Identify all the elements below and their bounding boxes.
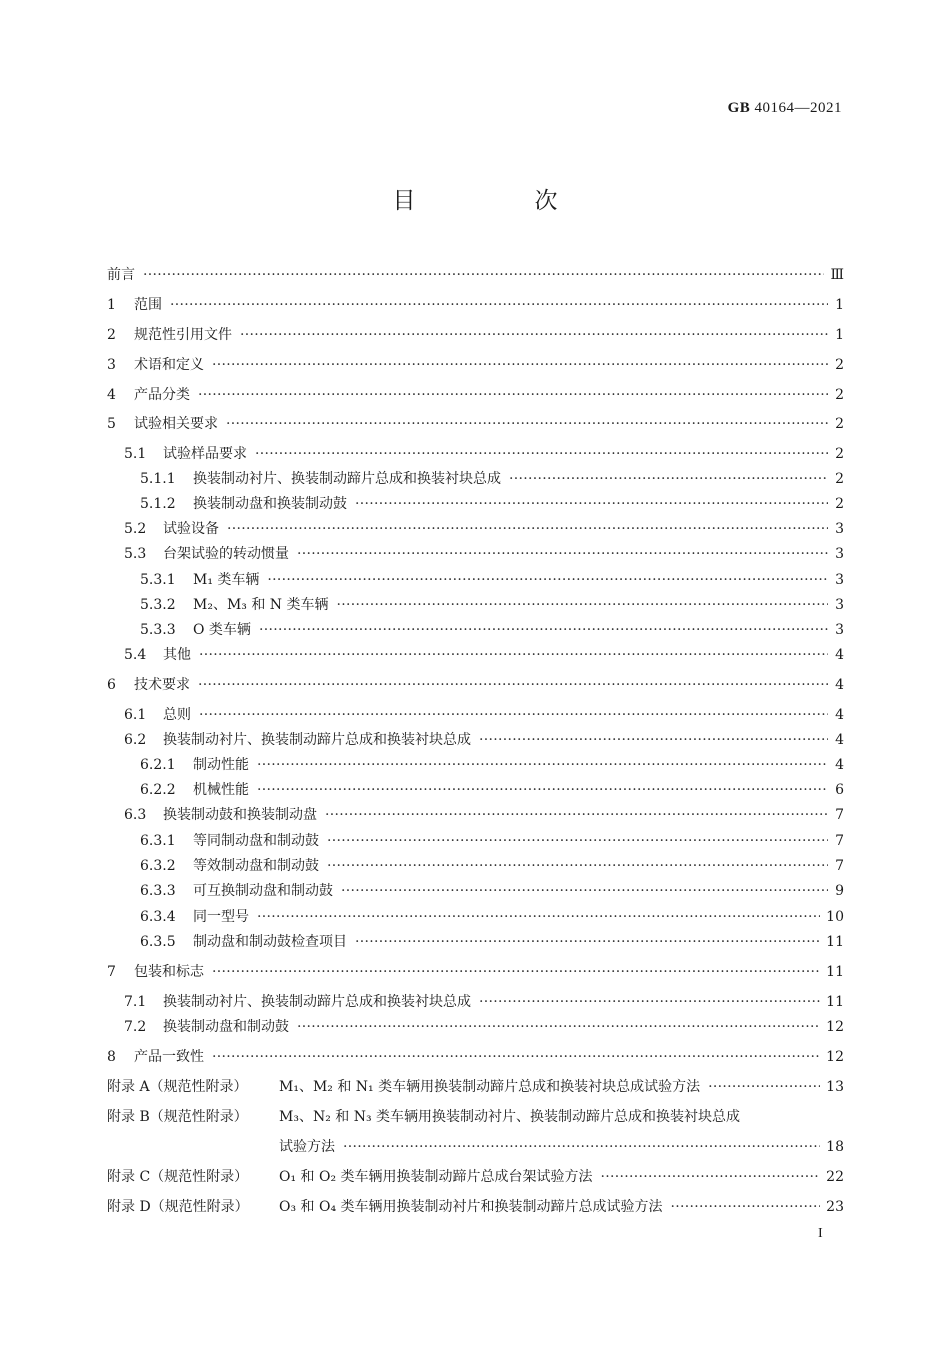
- toc-entry-number: 1: [107, 297, 116, 313]
- toc-entry-6-2[interactable]: [107, 731, 844, 749]
- toc-entry-5-1-1[interactable]: [107, 470, 844, 488]
- dot-leader: [227, 520, 828, 538]
- toc-entry-annex-c[interactable]: [107, 1168, 844, 1186]
- dot-leader: [601, 1168, 821, 1186]
- dot-leader: [267, 571, 828, 589]
- dot-leader: [199, 706, 828, 724]
- toc-entry-label: 试验样品要求: [163, 446, 247, 462]
- toc-entry-label: 换装制动鼓和换装制动盘: [163, 807, 317, 823]
- toc-entry-number: 5.3.3: [140, 622, 176, 638]
- toc-entry-number: 5: [107, 416, 116, 432]
- toc-entry-page: 7: [835, 807, 844, 823]
- toc-entry-label: 可互换制动盘和制动鼓: [193, 883, 333, 899]
- dot-leader: [297, 545, 828, 563]
- toc-entry-label: 制动盘和制动鼓检查项目: [193, 934, 347, 950]
- toc-entry-page: 10: [826, 909, 844, 925]
- toc-entry-label: 总则: [163, 707, 191, 723]
- toc-entry-annex-b-continued[interactable]: [107, 1138, 844, 1156]
- toc-entry-page: 2: [835, 471, 844, 487]
- toc-entry-page: 7: [835, 833, 844, 849]
- toc-entry-number: 4: [107, 387, 116, 403]
- dot-leader: [327, 832, 828, 850]
- toc-entry-number: 8: [107, 1049, 116, 1065]
- toc-entry-page: 6: [835, 782, 844, 798]
- toc-entry-6-3[interactable]: [107, 806, 844, 824]
- toc-entry-page: Ⅲ: [830, 267, 844, 283]
- toc-entry-label: M₁ 类车辆: [193, 572, 260, 588]
- toc-entry-annex-b[interactable]: [107, 1108, 844, 1126]
- toc-entry-6-2-2[interactable]: [107, 781, 844, 799]
- toc-entry-label: 术语和定义: [134, 357, 204, 373]
- toc-entry-page: 3: [835, 622, 844, 638]
- toc-entry-label: 产品分类: [134, 387, 190, 403]
- toc-entry-label: M₁、M₂ 和 N₁ 类车辆用换装制动蹄片总成和换装衬块总成试验方法: [279, 1079, 701, 1095]
- toc-entry-page: 4: [835, 707, 844, 723]
- toc-entry-number: 6.3.1: [140, 833, 176, 849]
- toc-entry-label: 制动性能: [193, 757, 249, 773]
- toc-entry-page: 12: [826, 1049, 844, 1065]
- toc-entry-label: O 类车辆: [193, 622, 251, 638]
- dot-leader: [341, 882, 828, 900]
- dot-leader: [212, 356, 828, 374]
- dot-leader: [257, 756, 828, 774]
- toc-entry-5-1-2[interactable]: [107, 495, 844, 513]
- toc-entry-label: 换装制动盘和换装制动鼓: [193, 496, 347, 512]
- dot-leader: [226, 415, 828, 433]
- toc-entry-label: 试验设备: [163, 521, 219, 537]
- dot-leader: [240, 326, 828, 344]
- toc-entry-label: 试验方法: [279, 1139, 335, 1155]
- standard-code-prefix: GB: [727, 100, 751, 116]
- toc-entry-label: 换装制动衬片、换装制动蹄片总成和换装衬块总成: [163, 994, 471, 1010]
- toc-entry-page: 1: [835, 327, 844, 343]
- toc-entry-number: 附录 D（规范性附录）: [107, 1199, 249, 1215]
- toc-entry-6-3-2[interactable]: [107, 857, 844, 875]
- toc-entry-page: 3: [835, 572, 844, 588]
- dot-leader: [199, 646, 828, 664]
- toc-entry-number: 5.1.1: [140, 471, 176, 487]
- toc-entry-label: 其他: [163, 647, 191, 663]
- toc-entry-page: 4: [835, 677, 844, 693]
- toc-entry-page: 9: [835, 883, 844, 899]
- toc-entry-label: 产品一致性: [134, 1049, 204, 1065]
- toc-entry-number: 6.3.5: [140, 934, 176, 950]
- toc-entry-4[interactable]: [107, 386, 844, 404]
- toc-entry-number: 2: [107, 327, 116, 343]
- toc-entry-6-1[interactable]: [107, 706, 844, 724]
- toc-entry-7-2[interactable]: [107, 1018, 844, 1036]
- toc-entry-page: 3: [835, 521, 844, 537]
- toc-entry-number: 6.2.1: [140, 757, 176, 773]
- toc-entry-label: 换装制动衬片、换装制动蹄片总成和换装衬块总成: [163, 732, 471, 748]
- toc-entry-6-3-4[interactable]: [107, 908, 844, 926]
- toc-entry-number: 附录 B（规范性附录）: [107, 1109, 248, 1125]
- toc-entry-number: 5.3: [124, 546, 147, 562]
- dot-leader: [327, 857, 828, 875]
- toc-entry-label: 等效制动盘和制动鼓: [193, 858, 319, 874]
- toc-entry-page: 2: [835, 387, 844, 403]
- toc-entry-6-3-5[interactable]: [107, 933, 844, 951]
- toc-entry-label: O₁ 和 O₂ 类车辆用换装制动蹄片总成台架试验方法: [279, 1169, 593, 1185]
- page-title: 目 次: [392, 188, 606, 214]
- toc-entry-label: 换装制动盘和制动鼓: [163, 1019, 289, 1035]
- toc-entry-page: 23: [826, 1199, 844, 1215]
- toc-entry-page: 4: [835, 757, 844, 773]
- toc-entry-page: 13: [826, 1079, 844, 1095]
- dot-leader: [355, 933, 820, 951]
- toc-entry-number: 6.1: [124, 707, 147, 723]
- toc-entry-label: 前言: [107, 267, 135, 283]
- dot-leader: [509, 470, 828, 488]
- toc-entry-number: 6.3.4: [140, 909, 176, 925]
- toc-entry-label: M₂、M₃ 和 N 类车辆: [193, 597, 329, 613]
- toc-entry-page: 3: [835, 546, 844, 562]
- toc-entry-annex-d[interactable]: [107, 1198, 844, 1216]
- toc-entry-number: 6: [107, 677, 116, 693]
- toc-entry-page: 7: [835, 858, 844, 874]
- toc-entry-page: 22: [826, 1169, 844, 1185]
- toc-entry-number: 附录 C（规范性附录）: [107, 1169, 249, 1185]
- dot-leader: [479, 731, 828, 749]
- toc-entry-5-3-3[interactable]: [107, 621, 844, 639]
- toc-entry-page: 1: [835, 297, 844, 313]
- dot-leader: [257, 781, 828, 799]
- toc-entry-label: 试验相关要求: [134, 416, 218, 432]
- toc-entry-number: 7.2: [124, 1019, 147, 1035]
- toc-entry-page: 2: [835, 357, 844, 373]
- toc-entry-label: 换装制动衬片、换装制动蹄片总成和换装衬块总成: [193, 471, 501, 487]
- dot-leader: [355, 495, 828, 513]
- dot-leader: [255, 445, 828, 463]
- toc-entry-number: 6.2: [124, 732, 147, 748]
- toc-entry-label: 同一型号: [193, 909, 249, 925]
- toc-entry-annex-a[interactable]: [107, 1078, 844, 1096]
- dot-leader: [257, 908, 820, 926]
- dot-leader: [198, 676, 828, 694]
- toc-entry-label: O₃ 和 O₄ 类车辆用换装制动衬片和换装制动蹄片总成试验方法: [279, 1199, 663, 1215]
- toc-entry-2[interactable]: [107, 326, 844, 344]
- toc-entry-number: 6.3.3: [140, 883, 176, 899]
- toc-entry-5-3-1[interactable]: [107, 571, 844, 589]
- dot-leader: [198, 386, 828, 404]
- toc-entry-page: 4: [835, 732, 844, 748]
- toc-entry-foreword[interactable]: [107, 266, 844, 284]
- toc-entry-1[interactable]: [107, 296, 844, 314]
- toc-entry-number: 6.3.2: [140, 858, 176, 874]
- toc-entry-6-2-1[interactable]: [107, 756, 844, 774]
- toc-entry-label: 台架试验的转动惯量: [163, 546, 289, 562]
- toc-entry-6-3-3[interactable]: [107, 882, 844, 900]
- toc-entry-label: 范围: [134, 297, 162, 313]
- toc-entry-number: 附录 A（规范性附录）: [107, 1079, 248, 1095]
- toc-entry-page: 18: [826, 1139, 844, 1155]
- standard-code: [728, 100, 842, 117]
- toc-entry-number: 5.1.2: [140, 496, 176, 512]
- toc-entry-number: 5.4: [124, 647, 147, 663]
- dot-leader: [143, 266, 824, 284]
- toc-entry-5-3[interactable]: [107, 545, 844, 563]
- toc-entry-8[interactable]: [107, 1048, 844, 1066]
- toc-entry-label: M₃、N₂ 和 N₃ 类车辆用换装制动衬片、换装制动蹄片总成和换装衬块总成: [279, 1109, 741, 1125]
- toc-entry-page: 2: [835, 446, 844, 462]
- dot-leader: [337, 596, 829, 614]
- toc-entry-number: 6.3: [124, 807, 147, 823]
- toc-entry-label: 技术要求: [134, 677, 190, 693]
- dot-leader: [212, 963, 820, 981]
- toc-entry-label: 机械性能: [193, 782, 249, 798]
- dot-leader: [708, 1078, 820, 1096]
- toc-entry-page: 11: [826, 964, 844, 980]
- dot-leader: [671, 1198, 821, 1216]
- toc-entry-5-4[interactable]: [107, 646, 844, 664]
- toc-entry-label: 等同制动盘和制动鼓: [193, 833, 319, 849]
- toc-entry-number: 7: [107, 964, 116, 980]
- toc-entry-page: 4: [835, 647, 844, 663]
- dot-leader: [343, 1138, 820, 1156]
- toc-entry-page: 11: [826, 934, 844, 950]
- dot-leader: [297, 1018, 820, 1036]
- toc-entry-number: 3: [107, 357, 116, 373]
- toc-entry-number: 5.3.2: [140, 597, 176, 613]
- page-number: I: [818, 1226, 823, 1241]
- dot-leader: [479, 993, 820, 1011]
- dot-leader: [259, 621, 828, 639]
- toc-entry-page: 12: [826, 1019, 844, 1035]
- toc-entry-page: 11: [826, 994, 844, 1010]
- toc-entry-label: 规范性引用文件: [134, 327, 232, 343]
- toc-entry-6[interactable]: [107, 676, 844, 694]
- dot-leader: [170, 296, 828, 314]
- dot-leader: [212, 1048, 820, 1066]
- toc-entry-number: 5.2: [124, 521, 147, 537]
- toc-entry-label: 包装和标志: [134, 964, 204, 980]
- toc-entry-5[interactable]: [107, 415, 844, 433]
- toc-entry-page: 3: [835, 597, 844, 613]
- toc-entry-page: 2: [835, 496, 844, 512]
- toc-entry-page: 2: [835, 416, 844, 432]
- standard-code-number: 40164—2021: [750, 100, 842, 116]
- toc-entry-number: 7.1: [124, 994, 147, 1010]
- toc-entry-number: 5.3.1: [140, 572, 176, 588]
- toc-entry-5-2[interactable]: [107, 520, 844, 538]
- toc-entry-7[interactable]: [107, 963, 844, 981]
- toc-entry-6-3-1[interactable]: [107, 832, 844, 850]
- toc-entry-3[interactable]: [107, 356, 844, 374]
- toc-entry-5-3-2[interactable]: [107, 596, 844, 614]
- toc-entry-number: 5.1: [124, 446, 147, 462]
- toc-entry-7-1[interactable]: [107, 993, 844, 1011]
- toc-entry-number: 6.2.2: [140, 782, 176, 798]
- toc-entry-5-1[interactable]: [107, 445, 844, 463]
- dot-leader: [325, 806, 828, 824]
